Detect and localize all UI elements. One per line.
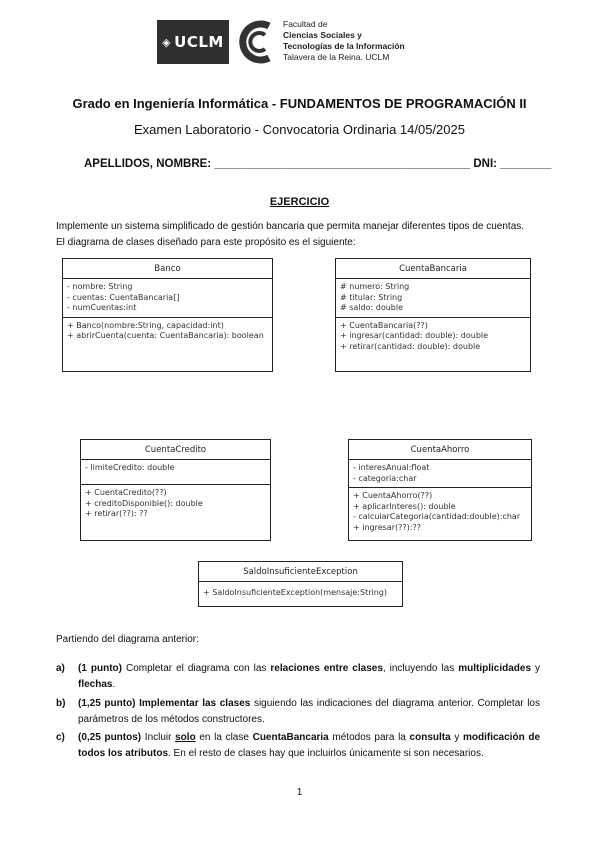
task-text-bold: modificación de todos los atributos [78,732,541,759]
uml-attribute: - nombre: String [67,282,133,291]
task-label: c) [56,732,65,743]
uml-class-cuentacredito [80,439,271,541]
uml-class-cuentaahorro [348,439,532,541]
task-text-underlined: solo [175,732,196,743]
page-number: 1 [296,787,303,798]
intro-text [56,219,540,251]
task-item-b [56,696,540,728]
uml-class-cuentabancaria [335,258,531,372]
course-title: Grado en Ingeniería Informática - FUNDAMENTOS DE PROGRAMACIÓN II [72,96,527,111]
uml-method: - calcularCategoria(cantidad:double):char [353,512,521,521]
faculty-line: Ciencias Sociales y [283,30,362,40]
task-item-a [56,661,540,693]
uml-methods [199,582,402,602]
task-text-part: . [112,679,116,690]
uml-method: + creditoDisponible(): double [85,498,203,508]
task-text-bold: relaciones entre clases [270,663,383,674]
uml-method: + CuentaCredito(??) [85,488,167,497]
uml-method: + Banco(nombre:String, capacidad:int) [67,320,224,330]
uml-class-name: Banco [63,259,272,279]
task-points: (1,25 punto) [78,698,136,709]
uml-attribute: - numCuentas:int [67,303,137,312]
task-text-bold: CuentaBancaria [252,732,329,743]
uml-class-name: CuentaBancaria [336,259,530,279]
task-text [78,730,540,762]
uml-attributes [81,460,270,484]
task-text-bold: multiplicidades [458,663,532,674]
intro-line: Implemente un sistema simplificado de gestión bancaria que permita manejar diferentes tipos de cuentas. [56,221,525,232]
faculty-line: Tecnologías de la Información [283,41,405,51]
uclm-logo [157,20,229,64]
uml-attribute: - cuentas: CuentaBancaria[] [67,292,180,302]
task-text-part: en la clase [195,732,253,743]
task-text-part: siguiendo las indicaciones del diagrama anterior. Completar los parámetros de los métodos constructores. [78,698,540,725]
uml-method: + CuentaAhorro(??) [353,491,433,500]
task-text-part: Incluir [141,732,176,743]
intro-line: El diagrama de clases diseñado para este propósito es el siguiente: [56,237,356,248]
uml-method: + retirar(??): ?? [85,509,148,518]
task-text-part: métodos para la [328,732,410,743]
uml-attribute: - categoria:char [353,473,417,483]
faculty-line: Facultad de [283,19,328,29]
uml-methods [81,484,270,523]
uml-method: + CuentaBancaria(??) [340,320,428,330]
uclm-logo-mark-icon: ◈ [162,35,172,49]
faculty-line: Talavera de la Reina. UCLM [283,52,390,62]
task-item-c [56,730,540,762]
task-text-part: y [531,663,540,674]
task-label: a) [56,663,65,674]
faculty-name [283,19,405,63]
uml-attributes [349,460,531,487]
uml-attribute: - interesAnual:float [353,463,430,472]
uml-class-name: CuentaAhorro [349,440,531,460]
uml-methods [63,317,272,345]
uml-attributes [63,279,272,317]
faculty-logo-icon [233,18,281,66]
section-title: EJERCICIO [269,196,330,208]
uml-class-name: CuentaCredito [81,440,270,460]
task-text-bold: flechas [78,679,113,690]
exam-title: Examen Laboratorio - Convocatoria Ordinaria 14/05/2025 [134,122,465,137]
task-label: b) [56,698,66,709]
task-text-part: . En el resto de clases hay que incluirlos únicamente si son necesarios. [168,748,484,759]
uml-attribute: # saldo: double [340,303,404,312]
name-dni-field: APELLIDOS, NOMBRE: ________________________________________ DNI: ________ [84,158,552,170]
uclm-logo-text: UCLM [174,33,224,51]
uml-methods [349,487,531,536]
task-text [78,696,540,728]
task-text-part: y [450,732,463,743]
task-text-part: Completar el diagrama con las [121,663,271,674]
uml-method: + SaldoInsuficienteException(mensaje:String) [203,588,387,597]
uml-attributes [336,279,530,317]
uml-method: + retirar(cantidad: double): double [340,341,481,351]
uml-methods [336,317,530,356]
uml-method: + ingresar(cantidad: double): double [340,331,489,340]
task-text-bold: Implementar las clases [135,698,251,709]
instructions-lead: Partiendo del diagrama anterior: [56,634,199,645]
uml-method: + aplicarInteres(): double [353,501,456,511]
task-text-part: , incluyendo las [382,663,459,674]
task-text [78,661,540,693]
uml-class-name: SaldoInsuficienteException [199,562,402,582]
uml-class-banco [62,258,273,372]
uml-attribute: # numero: String [340,282,410,291]
uml-attribute: - limiteCredito: double [85,463,175,472]
task-points: (1 punto) [78,663,122,674]
uml-method: + ingresar(??):?? [353,522,421,532]
uml-method: + abrirCuenta(cuenta: CuentaBancaria): boolean [67,331,264,340]
uml-class-saldoinsuficienteexception [198,561,403,607]
task-points: (0,25 puntos) [78,732,142,743]
task-text-bold: consulta [409,732,451,743]
uml-attribute: # titular: String [340,292,403,302]
